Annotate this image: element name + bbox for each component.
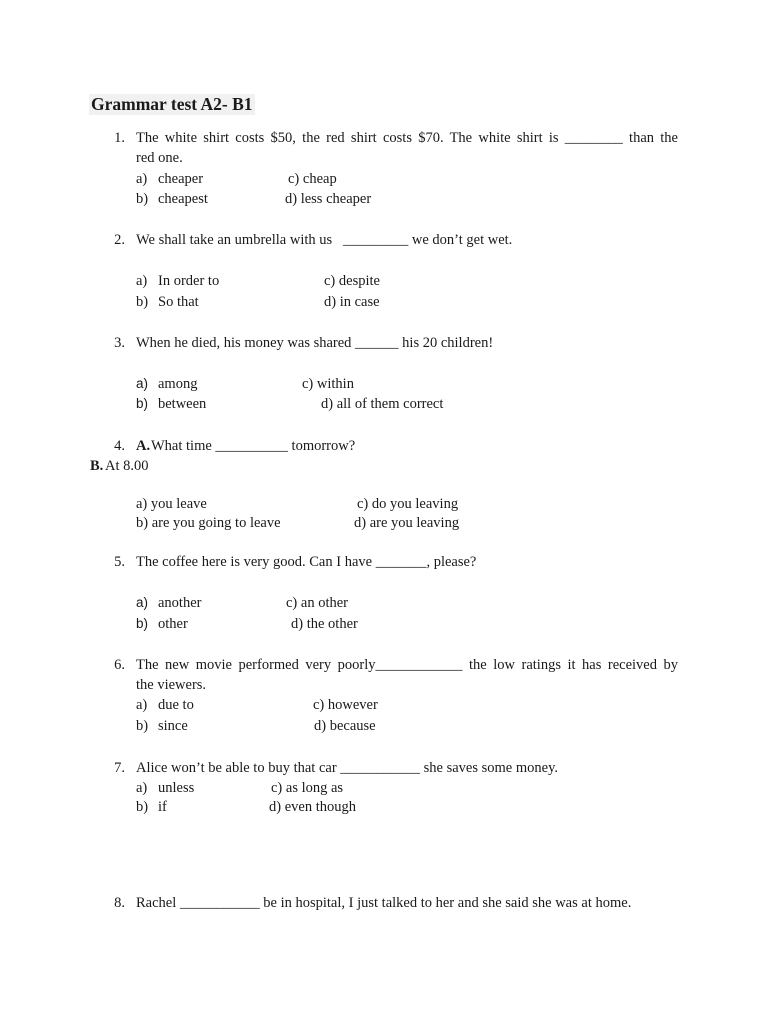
option-a: due to xyxy=(158,697,194,713)
option-b: since xyxy=(158,718,188,734)
option-b-label: b) xyxy=(136,294,149,310)
option-a: another xyxy=(158,595,202,611)
option-b-label: b) xyxy=(136,799,149,815)
question-number: 4. xyxy=(114,438,125,454)
option-a: among xyxy=(158,376,198,392)
option-b: So that xyxy=(158,294,199,310)
option-a: a) you leave xyxy=(136,496,207,512)
option-b: b) are you going to leave xyxy=(136,515,281,531)
question-number: 3. xyxy=(114,335,125,351)
option-b: cheapest xyxy=(158,191,208,207)
option-c: c) cheap xyxy=(288,171,337,187)
option-b: if xyxy=(158,799,167,815)
speaker-a-label: A. xyxy=(136,438,151,454)
option-a-label: a) xyxy=(136,171,148,187)
option-b-label: b) xyxy=(136,396,149,411)
question-text-continued: the viewers. xyxy=(136,677,207,693)
option-d: d) in case xyxy=(324,294,380,310)
option-d: d) the other xyxy=(291,616,358,632)
option-c: c) do you leaving xyxy=(357,496,459,512)
question-number: 1. xyxy=(114,130,125,146)
question-number: 6. xyxy=(114,657,125,673)
option-a: In order to xyxy=(158,273,220,289)
question-text: When he died, his money was shared ______ his 20 children! xyxy=(136,335,494,351)
question-text: Alice won’t be able to buy that car ___________ she saves some money. xyxy=(136,760,559,776)
option-b-label: b) xyxy=(136,191,149,207)
page-title: Grammar test A2- B1 xyxy=(91,94,253,114)
question-text: Rachel ___________ be in hospital, I just talked to her and she said she was at home. xyxy=(136,895,632,911)
question-number: 5. xyxy=(114,554,125,570)
option-d: d) all of them correct xyxy=(321,396,444,412)
option-c: c) as long as xyxy=(271,780,344,796)
option-c: c) despite xyxy=(324,273,380,289)
question-number: 7. xyxy=(114,760,125,776)
option-b: between xyxy=(158,396,207,412)
option-d: d) because xyxy=(314,718,376,734)
option-d: d) less cheaper xyxy=(285,191,372,207)
option-a: cheaper xyxy=(158,171,204,187)
question-number: 8. xyxy=(114,895,125,911)
question-text: The coffee here is very good. Can I have _______, please? xyxy=(136,554,477,570)
option-a-label: a) xyxy=(136,273,148,289)
question-text-continued: red one. xyxy=(136,150,183,166)
option-d: d) even though xyxy=(269,799,356,815)
option-a: unless xyxy=(158,780,195,796)
answer-text: At 8.00 xyxy=(105,458,149,474)
speaker-b-label: B. xyxy=(90,458,104,474)
question-text: What time __________ tomorrow? xyxy=(151,438,356,454)
option-b: other xyxy=(158,616,188,632)
option-c: c) an other xyxy=(286,595,348,611)
option-a-label: a) xyxy=(136,780,148,796)
question-text: We shall take an umbrella with us _________ we don’t get wet. xyxy=(136,232,513,248)
option-c: c) within xyxy=(302,376,354,392)
option-c: c) however xyxy=(313,697,378,713)
option-a-label: a) xyxy=(136,697,148,713)
question-text: The white shirt costs $50, the red shirt costs $70. The white shirt is ________ than the xyxy=(136,130,678,146)
question-number: 2. xyxy=(114,232,125,248)
option-b-label: b) xyxy=(136,718,149,734)
option-d: d) are you leaving xyxy=(354,515,460,531)
option-a-label: a) xyxy=(136,595,149,610)
option-a-label: a) xyxy=(136,376,149,391)
option-b-label: b) xyxy=(136,616,149,631)
question-text: The new movie performed very poorly____________ the low ratings it has received by xyxy=(136,657,678,673)
